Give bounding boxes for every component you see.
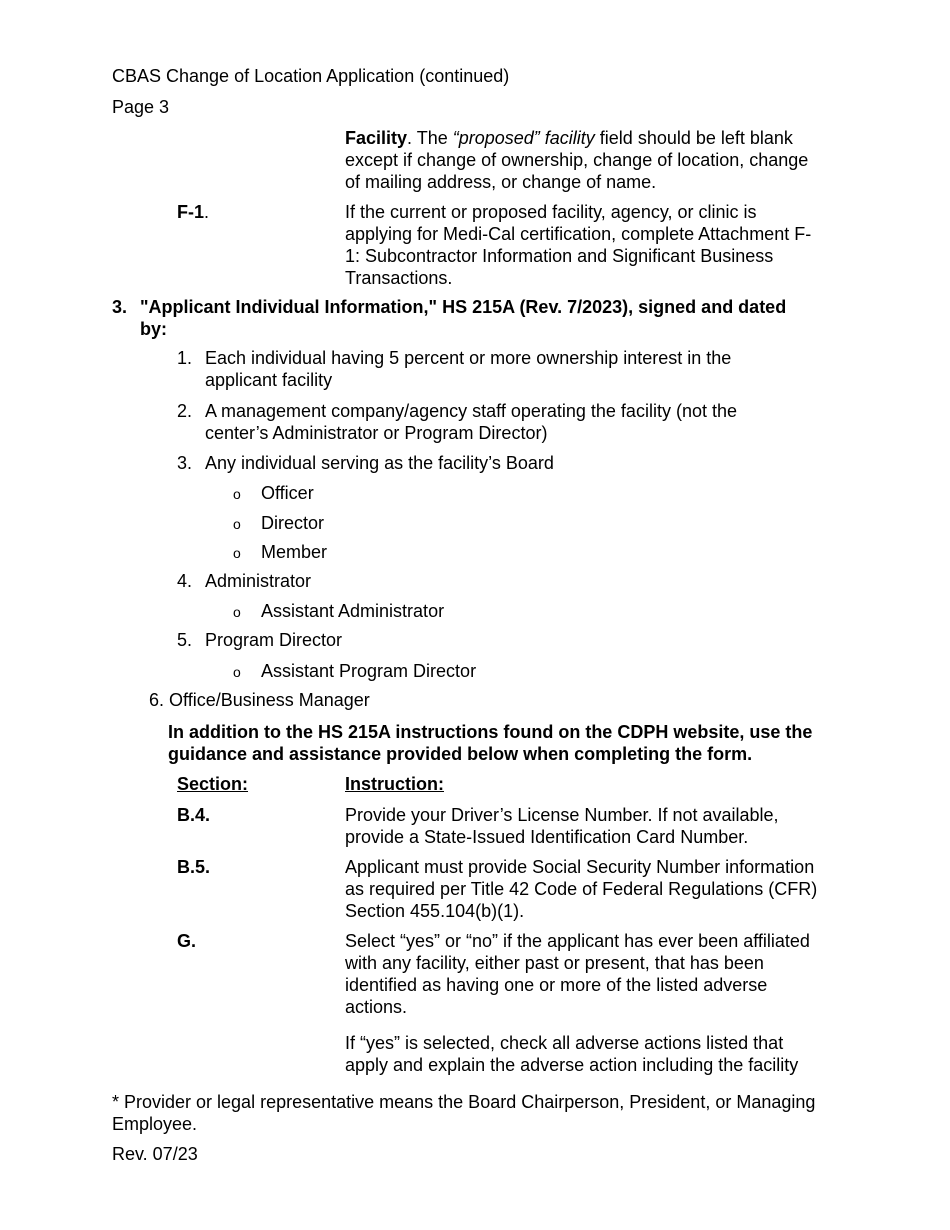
table-row-section-b4: B.4. [177,805,211,825]
list-item-1: Each individual having 5 percent or more ownership interest in the applicant facility [205,348,732,390]
list-item-5-num: 5. [177,630,193,650]
bullet-icon: o [233,604,241,620]
facility-bold: Facility [345,128,408,148]
revision-label: Rev. 07/23 [112,1144,198,1164]
table-row-instruction-g: Select “yes” or “no” if the applicant has ever been affiliated with any facility, either past or present, that has been identified as having one or more of the listed adverse actions. [345,931,810,1017]
bullet-icon: o [233,545,241,561]
sub-item-officer: Officer [261,483,314,503]
bullet-icon: o [233,486,241,502]
table-header-instruction: Instruction: [345,774,444,794]
document-header-title: CBAS Change of Location Application (continued) [112,66,510,86]
list-item-4: Administrator [205,571,312,591]
list-item-6: 6. Office/Business Manager [149,690,370,710]
f1-instruction: If the current or proposed facility, agency, or clinic is applying for Medi-Cal certification, complete Attachment F- 1: Subcontractor Information and Significant Business Transactions. [345,202,812,288]
f1-label: F-1. [177,202,210,222]
bullet-icon: o [233,516,241,532]
list-item-3: Any individual serving as the facility’s Board [205,453,554,473]
table-row-section-g: G. [177,931,197,951]
sub-item-assistant-administrator: Assistant Administrator [261,601,445,621]
sub-item-director: Director [261,513,325,533]
list-item-1-num: 1. [177,348,193,368]
list-item-4-num: 4. [177,571,193,591]
guidance-note: In addition to the HS 215A instructions found on the CDPH website, use the guidance and assistance provided below when completing the form. [168,722,813,764]
bullet-icon: o [233,664,241,680]
page-number: Page 3 [112,97,170,117]
item3-number: 3. [112,297,128,317]
facility-note: Facility. The “proposed” facility field should be left blank except if change of ownership, change of location, change of mailing address, or change of name. [345,128,809,192]
table-row-instruction-b5: Applicant must provide Social Security Number information as required per Title 42 Code of Federal Regulations (CFR) Section 455.104(b)(1). [345,857,818,921]
footnote: * Provider or legal representative means the Board Chairperson, President, or Managing Employee. [112,1092,816,1134]
list-item-5: Program Director [205,630,343,650]
sub-item-member: Member [261,542,328,562]
list-item-2: A management company/agency staff operating the facility (not the center’s Administrator or Program Director) [205,401,737,443]
sub-item-assistant-program-director: Assistant Program Director [261,661,477,681]
table-row-section-b5: B.5. [177,857,211,877]
table-row-instruction-b4: Provide your Driver’s License Number. If not available, provide a State-Issued Identification Card Number. [345,805,779,847]
table-row-instruction-g-continued: If “yes” is selected, check all adverse actions listed that apply and explain the adverse action including the facility [345,1033,799,1075]
item3-heading: "Applicant Individual Information," HS 215A (Rev. 7/2023), signed and dated by: [140,297,787,339]
table-header-section: Section: [177,774,249,794]
list-item-2-num: 2. [177,401,193,421]
list-item-3-num: 3. [177,453,193,473]
